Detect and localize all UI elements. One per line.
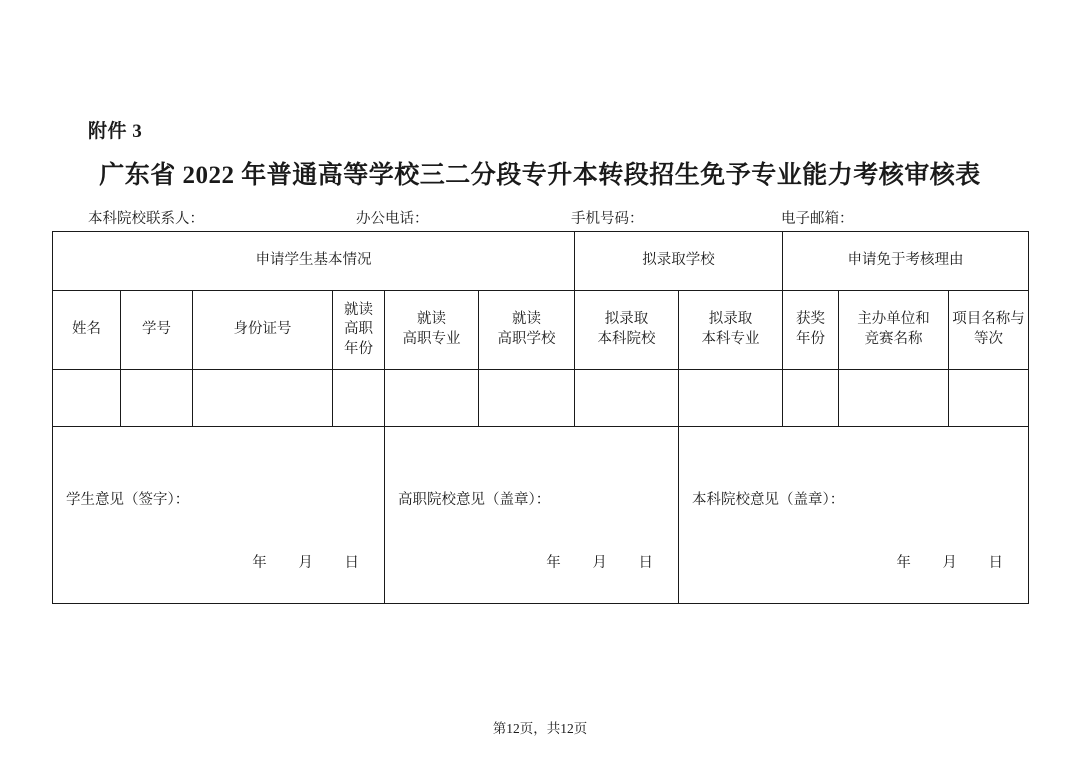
- cell-vocational-year[interactable]: [333, 370, 385, 427]
- column-header-name-line1: 姓名: [72, 321, 101, 338]
- column-header-project-name-rank-line1: 项目名称与: [952, 311, 1025, 328]
- column-header-vocational-year-line2: 高职: [344, 321, 373, 338]
- page-title: 广东省 2022 年普通高等学校三二分段专升本转段招生免予专业能力考核审核表: [99, 162, 981, 189]
- attachment-label: 附件 3: [88, 121, 143, 142]
- table-row: [53, 370, 1029, 427]
- cell-award-year[interactable]: [783, 370, 839, 427]
- cell-student-id[interactable]: [121, 370, 193, 427]
- cell-vocational-school[interactable]: [479, 370, 575, 427]
- cell-organizer-competition[interactable]: [839, 370, 949, 427]
- column-header-award-year-line1: 获奖: [796, 311, 826, 328]
- table-group-header-row: [53, 232, 1029, 291]
- column-header-student-id: [121, 291, 193, 370]
- group-header-admitting-school: 拟录取学校: [575, 232, 783, 291]
- column-header-project-name-rank-line2: 等次: [974, 331, 1004, 347]
- office-phone-field: 办公电话：: [356, 211, 429, 227]
- signature-label-university: 本科院校意见（盖章）：: [692, 492, 845, 508]
- column-header-admitting-university-line1: 拟录取: [604, 311, 649, 328]
- column-header-admitting-university-line2: 本科院校: [597, 331, 656, 347]
- group-header-exemption-reason: 申请免于考核理由: [783, 232, 1029, 291]
- column-header-admitting-major-line1: 拟录取: [708, 311, 753, 328]
- column-header-organizer-competition-line2: 竞赛名称: [864, 331, 923, 347]
- signature-date-university: 年 月 日: [896, 555, 1018, 571]
- column-header-award-year: [783, 291, 839, 370]
- column-header-admitting-major-line2: 本科专业: [701, 331, 760, 347]
- column-header-vocational-year: [333, 291, 385, 370]
- column-header-vocational-school-line2: 高职学校: [497, 331, 556, 347]
- signature-label-student: 学生意见（签字）：: [66, 492, 190, 508]
- column-header-project-name-rank: [949, 291, 1029, 370]
- contact-person-field: 本科院校联系人：: [88, 211, 204, 227]
- cell-project-name-rank[interactable]: [949, 370, 1029, 427]
- review-form-table: [52, 231, 1029, 604]
- cell-admitting-major[interactable]: [679, 370, 783, 427]
- column-header-vocational-major-line1: 就读: [417, 311, 446, 328]
- column-header-organizer-competition: [839, 291, 949, 370]
- column-header-name: [53, 291, 121, 370]
- signature-cell-vocational-school[interactable]: [385, 427, 679, 604]
- column-header-vocational-major: [385, 291, 479, 370]
- cell-name[interactable]: [53, 370, 121, 427]
- email-field: 电子邮箱：: [781, 211, 854, 227]
- mobile-number-field: 手机号码：: [571, 211, 644, 227]
- signature-label-vocational-school: 高职院校意见（盖章）：: [398, 492, 551, 508]
- column-header-award-year-line2: 年份: [796, 331, 826, 347]
- column-header-student-id-line1: 学号: [142, 321, 171, 338]
- signature-cell-university[interactable]: [679, 427, 1029, 604]
- column-header-admitting-university: [575, 291, 679, 370]
- cell-admitting-university[interactable]: [575, 370, 679, 427]
- cell-vocational-major[interactable]: [385, 370, 479, 427]
- column-header-vocational-year-line3: 年份: [344, 340, 373, 357]
- cell-id-card[interactable]: [193, 370, 333, 427]
- signature-date-vocational-school: 年 月 日: [546, 555, 668, 571]
- signature-row: [53, 427, 1029, 604]
- column-header-vocational-major-line2: 高职专业: [402, 331, 461, 347]
- column-header-vocational-school: [479, 291, 575, 370]
- column-header-id-card-line1: 身份证号: [233, 321, 292, 338]
- column-header-id-card: [193, 291, 333, 370]
- column-header-vocational-year-line1: 就读: [344, 301, 373, 318]
- group-header-basic-info: 申请学生基本情况: [53, 232, 575, 291]
- signature-cell-student[interactable]: [53, 427, 385, 604]
- column-header-organizer-competition-line1: 主办单位和: [857, 311, 930, 328]
- column-header-admitting-major: [679, 291, 783, 370]
- contact-info-row: [88, 207, 1023, 228]
- column-header-vocational-school-line1: 就读: [512, 311, 542, 328]
- table-column-header-row: [53, 291, 1029, 370]
- signature-date-student: 年 月 日: [252, 555, 373, 571]
- page-footer: 第12页，共12页: [492, 721, 588, 736]
